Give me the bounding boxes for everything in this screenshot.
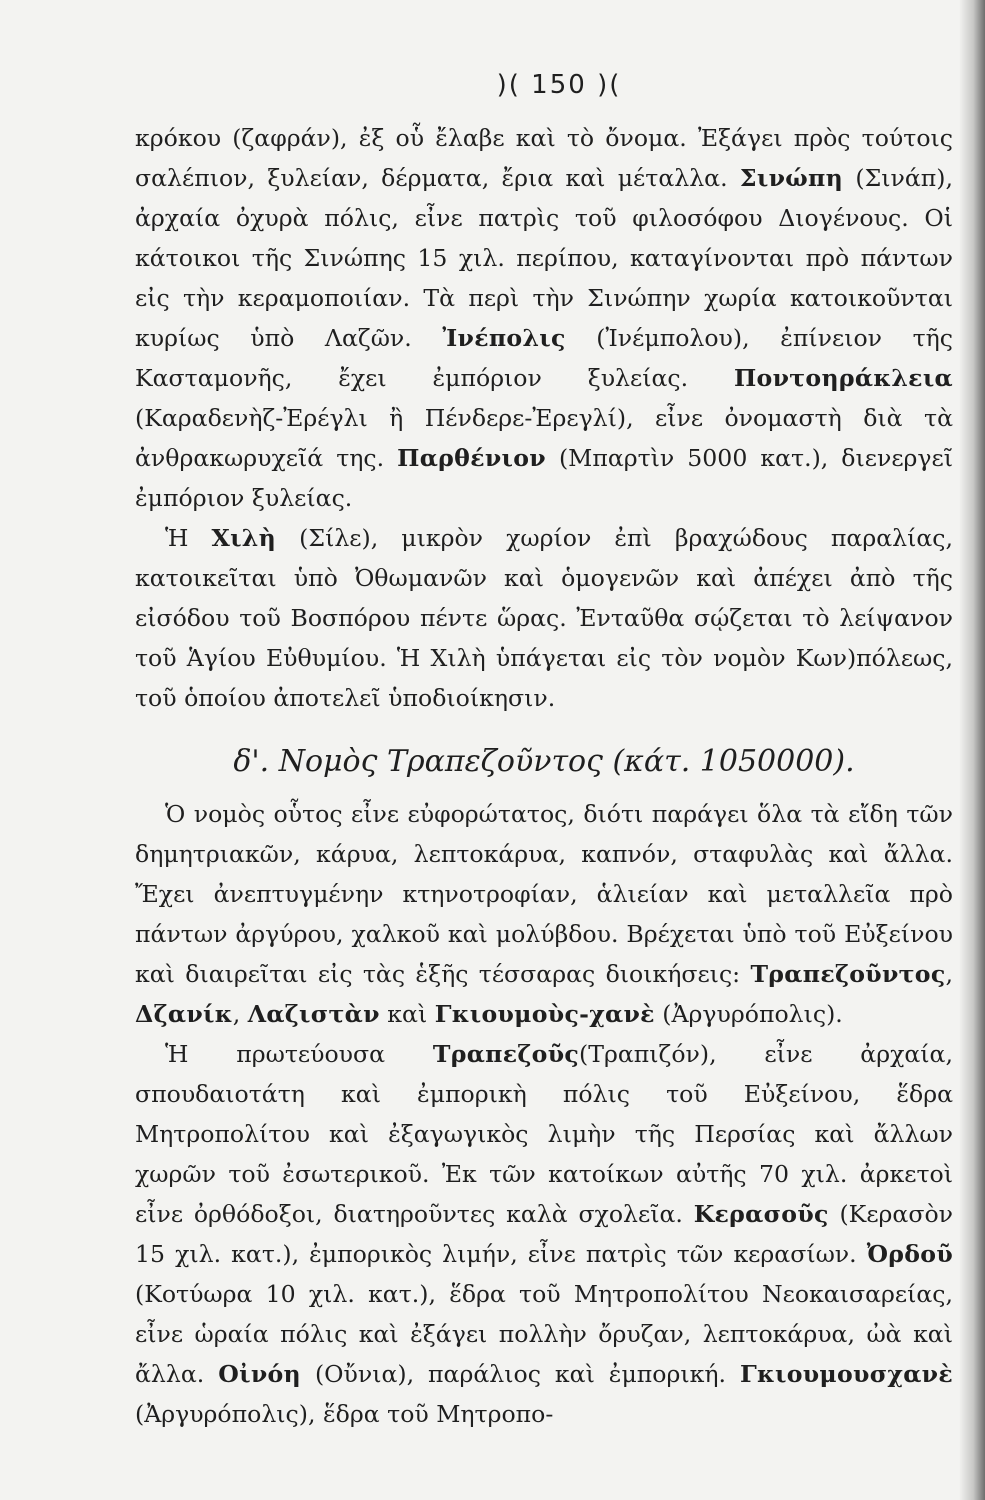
text-run: (Σινάπ), ἀρχαία ὀχυρὰ πόλις, εἶνε πατρὶς τοῦ φιλοσόφου Διογένους. Οἱ κάτοικοι τῆς Σινώπης 15 χιλ. περίπου, καταγίνονται πρὸ πάντων εἰς τὴν κεραμοποιίαν. Τὰ περὶ τὴν Σινώπην χωρία κατοικοῦνται κυρίως ὑπὸ Λαζῶν. [135,164,953,352]
district-name-dzanik: Δζανίκ [135,1000,233,1028]
place-name-inepolis: Ἰνέπολις [442,324,566,352]
book-page [135,70,953,1434]
paragraph-sinope [135,118,953,518]
place-name-gkioumouschane: Γκιουμουσχανὲ [739,1360,953,1388]
place-name-trapezous: Τραπεζοῦς [432,1040,580,1068]
text-run: καὶ [379,1000,435,1028]
place-name-chili: Χιλὴ [211,524,277,552]
text-run: (Καραδενὴζ-Ἐρέγλι ἢ Πένδερε-Ἐρεγλί), εἶνε ὀνομαστὴ διὰ τὰ ἀνθρακωρυχεῖά της. [135,404,953,472]
text-run: (Κερασὸν 15 χιλ. κατ.), ἐμπορικὸς λιμήν, εἶνε πατρὶς τῶν κερασίων. [135,1200,953,1268]
page-number: )( 150 )( [496,70,622,100]
place-name-sinope: Σινώπη [739,164,844,192]
text-run: (Ἀργυρόπολις), ἕδρα τοῦ Μητροπο- [135,1400,554,1428]
paragraph-trebizond-province [135,794,953,1034]
paragraph-trebizond-city [135,1034,953,1434]
text-run: , [232,1000,248,1028]
text-run: (Κοτύωρα 10 χιλ. κατ.), ἕδρα τοῦ Μητροπολίτου Νεοκαισαρείας, εἶνε ὡραία πόλις καὶ ἐξάγει πολλὴν ὄρυζαν, λεπτοκάρυα, ὠὰ καὶ ἄλλα. [135,1280,953,1388]
district-name-lazistan: Λαζιστὰν [247,1000,380,1028]
paragraph-chili [135,518,953,718]
place-name-pontoirakleia: Ποντοηράκλεια [733,364,953,392]
place-name-parthenion: Παρθένιον [397,444,546,472]
text-run: κρόκου (ζαφράν), ἐξ οὗ ἔλαβε καὶ τὸ ὄνομα. Ἐξάγει πρὸς τούτοις σαλέπιον, ξυλείαν, δέρματα, ἔρια καὶ μέταλλα. [135,124,953,192]
text-run: (Ἀργυρόπολις). [654,1000,843,1028]
text-run: , [945,960,953,988]
place-name-ordou: Ὀρδοῦ [866,1240,953,1268]
text-run: Ἡ [165,524,212,552]
text-run: Ἡ πρωτεύουσα [165,1040,433,1068]
place-name-kerasous: Κερασοῦς [693,1200,829,1228]
text-run: (Σίλε), μικρὸν χωρίον ἐπὶ βραχώδους παραλίας, κατοικεῖται ὑπὸ Ὀθωμανῶν καὶ ὁμογενῶν καὶ ἀπέχει ἀπὸ τῆς εἰσόδου τοῦ Βοσπόρου πέντε ὥρας. Ἐνταῦθα σῴζεται τὸ λείψανον τοῦ Ἁγίου Εὐθυμίου. Ἡ Χιλὴ ὑπάγεται εἰς τὸν νομὸν Κων)πόλεως, τοῦ ὁποίου ἀποτελεῖ ὑποδιοίκησιν. [135,524,953,712]
text-run: (Ἰνέμπολου), ἐπίνειον τῆς Κασταμονῆς, ἔχει ἐμπόριον ξυλείας. [135,324,954,392]
text-run: (Τραπιζόν), εἶνε ἀρχαία, σπουδαιοτάτη καὶ ἐμπορικὴ πόλις τοῦ Εὐξείνου, ἕδρα Μητροπολίτου καὶ ἐξαγωγικὸς λιμὴν τῆς Περσίας καὶ ἄλλων χωρῶν τοῦ ἐσωτερικοῦ. Ἐκ τῶν κατοίκων αὐτῆς 70 χιλ. ἀρκετοὶ εἶνε ὀρθόδοξοι, διατηροῦντες καλὰ σχολεῖα. [135,1040,953,1228]
section-heading: δ'. Νομὸς Τραπεζοῦντος (κάτ. 1050000). [233,744,855,779]
district-name-gkioumous-chane: Γκιουμοὺς-χανὲ [434,1000,655,1028]
place-name-oinoi: Οἰνόη [218,1360,301,1388]
text-run: (Οὔνια), παράλιος καὶ ἐμπορική. [300,1360,740,1388]
text-run: (Μπαρτὶν 5000 κατ.), διενεργεῖ ἐμπόριον ξυλείας. [135,444,953,512]
text-run: Ὁ νομὸς οὗτος εἶνε εὐφορώτατος, διότι παράγει ὅλα τὰ εἴδη τῶν δημητριακῶν, κάρυα, λεπτοκάρυα, καπνόν, σταφυλὰς καὶ ἄλλα. Ἔχει ἀνεπτυγμένην κτηνοτροφίαν, ἁλιείαν καὶ μεταλλεῖα πρὸ πάντων ἀργύρου, χαλκοῦ καὶ μολύβδου. Βρέχεται ὑπὸ τοῦ Εὐξείνου καὶ διαιρεῖται εἰς τὰς ἑξῆς τέσσαρας διοικήσεις: [135,800,953,988]
page-edge-shadow [959,0,985,1500]
district-name-trapezountos: Τραπεζοῦντος [750,960,946,988]
